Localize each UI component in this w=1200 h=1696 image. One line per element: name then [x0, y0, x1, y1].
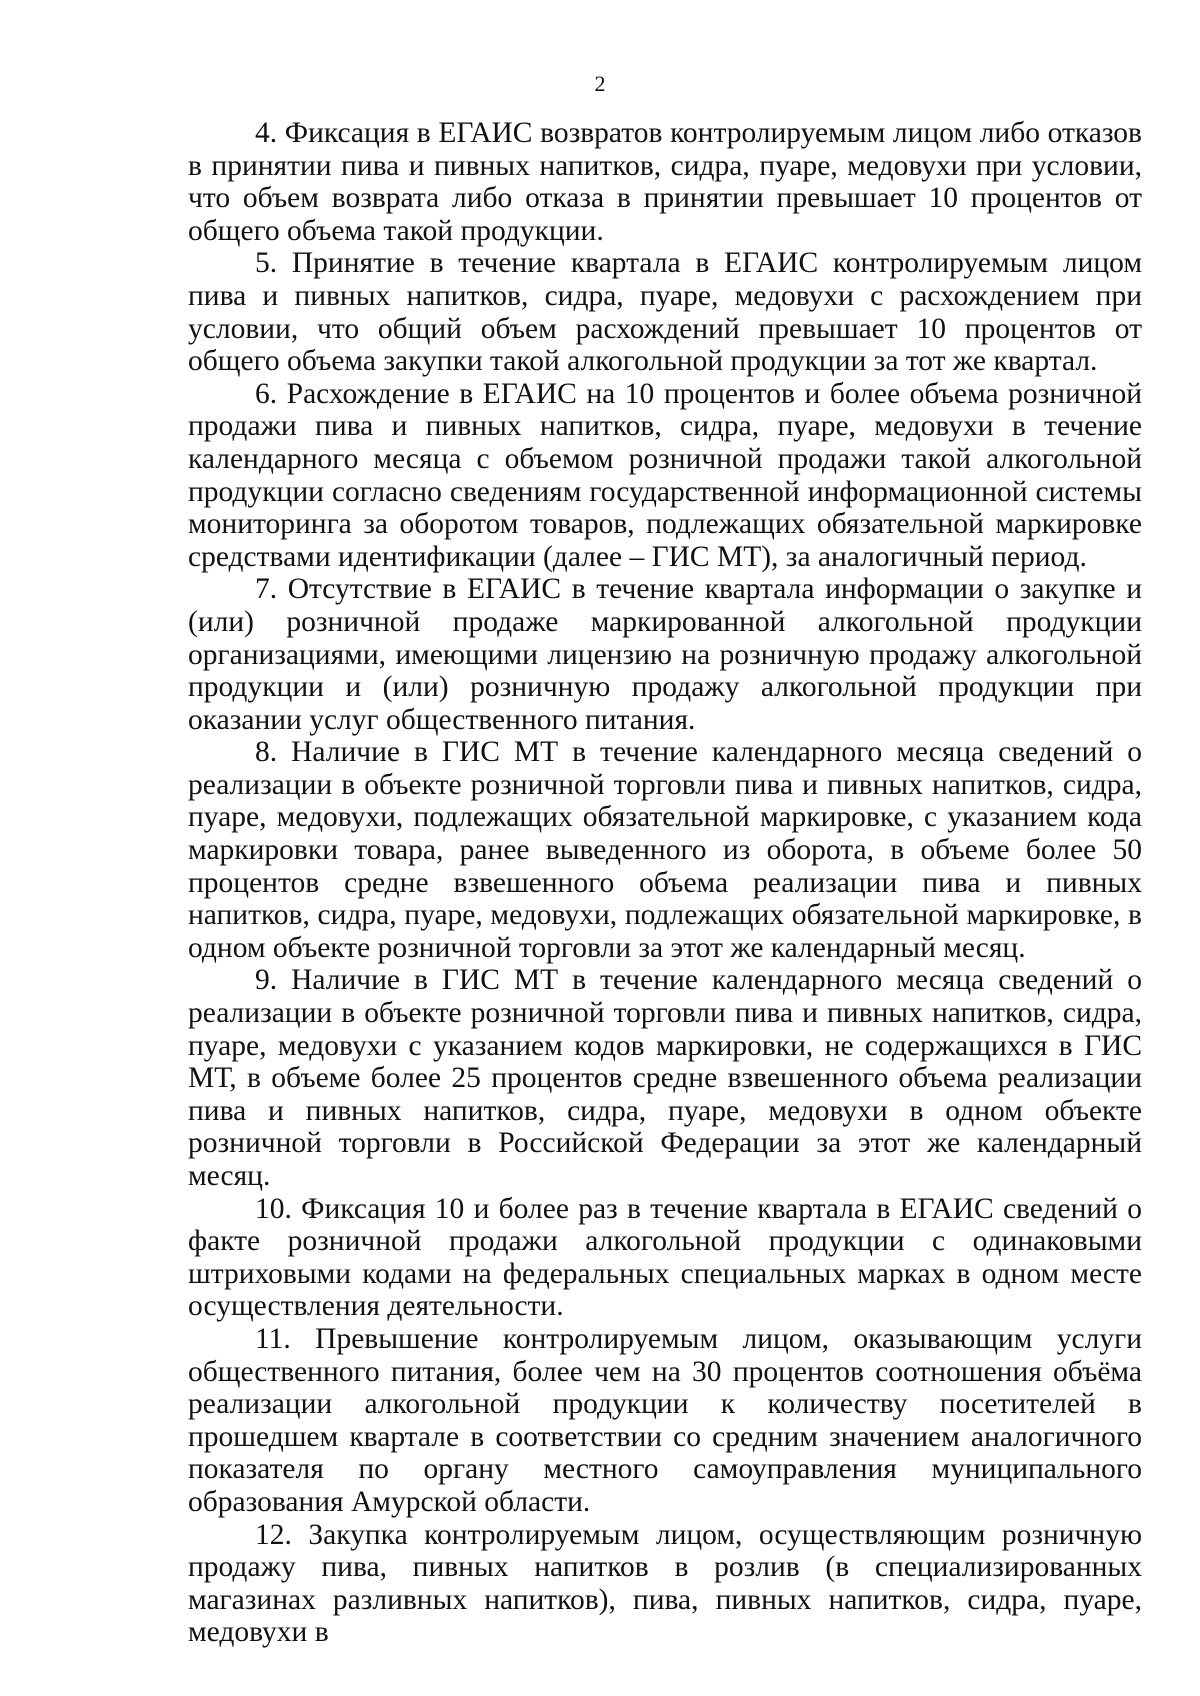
paragraph-item-11: 11. Превышение контролируемым лицом, оказывающим услуги общественного питания, более чем на 30 процентов соотношения объёма реализации алкогольной продукции к количеству посетителей в прошедшем квартале в соответствии со средним значением аналогичного показателя по органу местного самоуправления муниципального образования Амурской области. — [188, 1322, 1142, 1518]
paragraph-item-12: 12. Закупка контролируемым лицом, осуществляющим розничную продажу пива, пивных напитков в розлив (в специализированных магазинах разливных напитков), пива, пивных напитков, сидра, пуаре, медовухи в — [188, 1518, 1142, 1649]
paragraph-item-4: 4. Фиксация в ЕГАИС возвратов контролируемым лицом либо отказов в принятии пива и пивных напитков, сидра, пуаре, медовухи при условии, что объем возврата либо отказа в принятии превышает 10 процентов от общего объема такой продукции. — [188, 117, 1142, 247]
paragraph-item-7: 7. Отсутствие в ЕГАИС в течение квартала информации о закупке и (или) розничной продаже маркированной алкогольной продукции организациями, имеющими лицензию на розничную продажу алкогольной продукции и (или) розничную продажу алкогольной продукции при оказании услуг общественного питания. — [188, 573, 1142, 736]
paragraph-item-9: 9. Наличие в ГИС МТ в течение календарного месяца сведений о реализации в объекте розничной торговли пива и пивных напитков, сидра, пуаре, медовухи с указанием кодов маркировки, не содержащихся в ГИС МТ, в объеме более 25 процентов средне взвешенного объема реализации пива и пивных напитков, сидра, пуаре, медовухи в одном объекте розничной торговли в Российской Федерации за этот же календарный месяц. — [188, 964, 1142, 1192]
paragraph-item-5: 5. Принятие в течение квартала в ЕГАИС контролируемым лицом пива и пивных напитков, сидра, пуаре, медовухи с расхождением при условии, что общий объем расхождений превышает 10 процентов от общего объема закупки такой алкогольной продукции за тот же квартал. — [188, 247, 1142, 378]
paragraph-item-10: 10. Фиксация 10 и более раз в течение квартала в ЕГАИС сведений о факте розничной продажи алкогольной продукции с одинаковыми штриховыми кодами на федеральных специальных марках в одном месте осуществления деятельности. — [188, 1192, 1142, 1323]
document-body — [188, 117, 1142, 1649]
paragraph-item-8: 8. Наличие в ГИС МТ в течение календарного месяца сведений о реализации в объекте розничной торговли пива и пивных напитков, сидра, пуаре, медовухи, подлежащих обязательной маркировке, с указанием кода маркировки товара, ранее выведенного из оборота, в объеме более 50 процентов средне взвешенного объема реализации пива и пивных напитков, сидра, пуаре, медовухи, подлежащих обязательной маркировке, в одном объекте розничной торговли за этот же календарный месяц. — [188, 736, 1142, 964]
page-number: 2 — [594, 71, 606, 96]
paragraph-item-6: 6. Расхождение в ЕГАИС на 10 процентов и более объема розничной продажи пива и пивных напитков, сидра, пуаре, медовухи в течение календарного месяца с объемом розничной продажи такой алкогольной продукции согласно сведениям государственной информационной системы мониторинга за оборотом товаров, подлежащих обязательной маркировке средствами идентификации (далее – ГИС МТ), за аналогичный период. — [188, 377, 1142, 573]
